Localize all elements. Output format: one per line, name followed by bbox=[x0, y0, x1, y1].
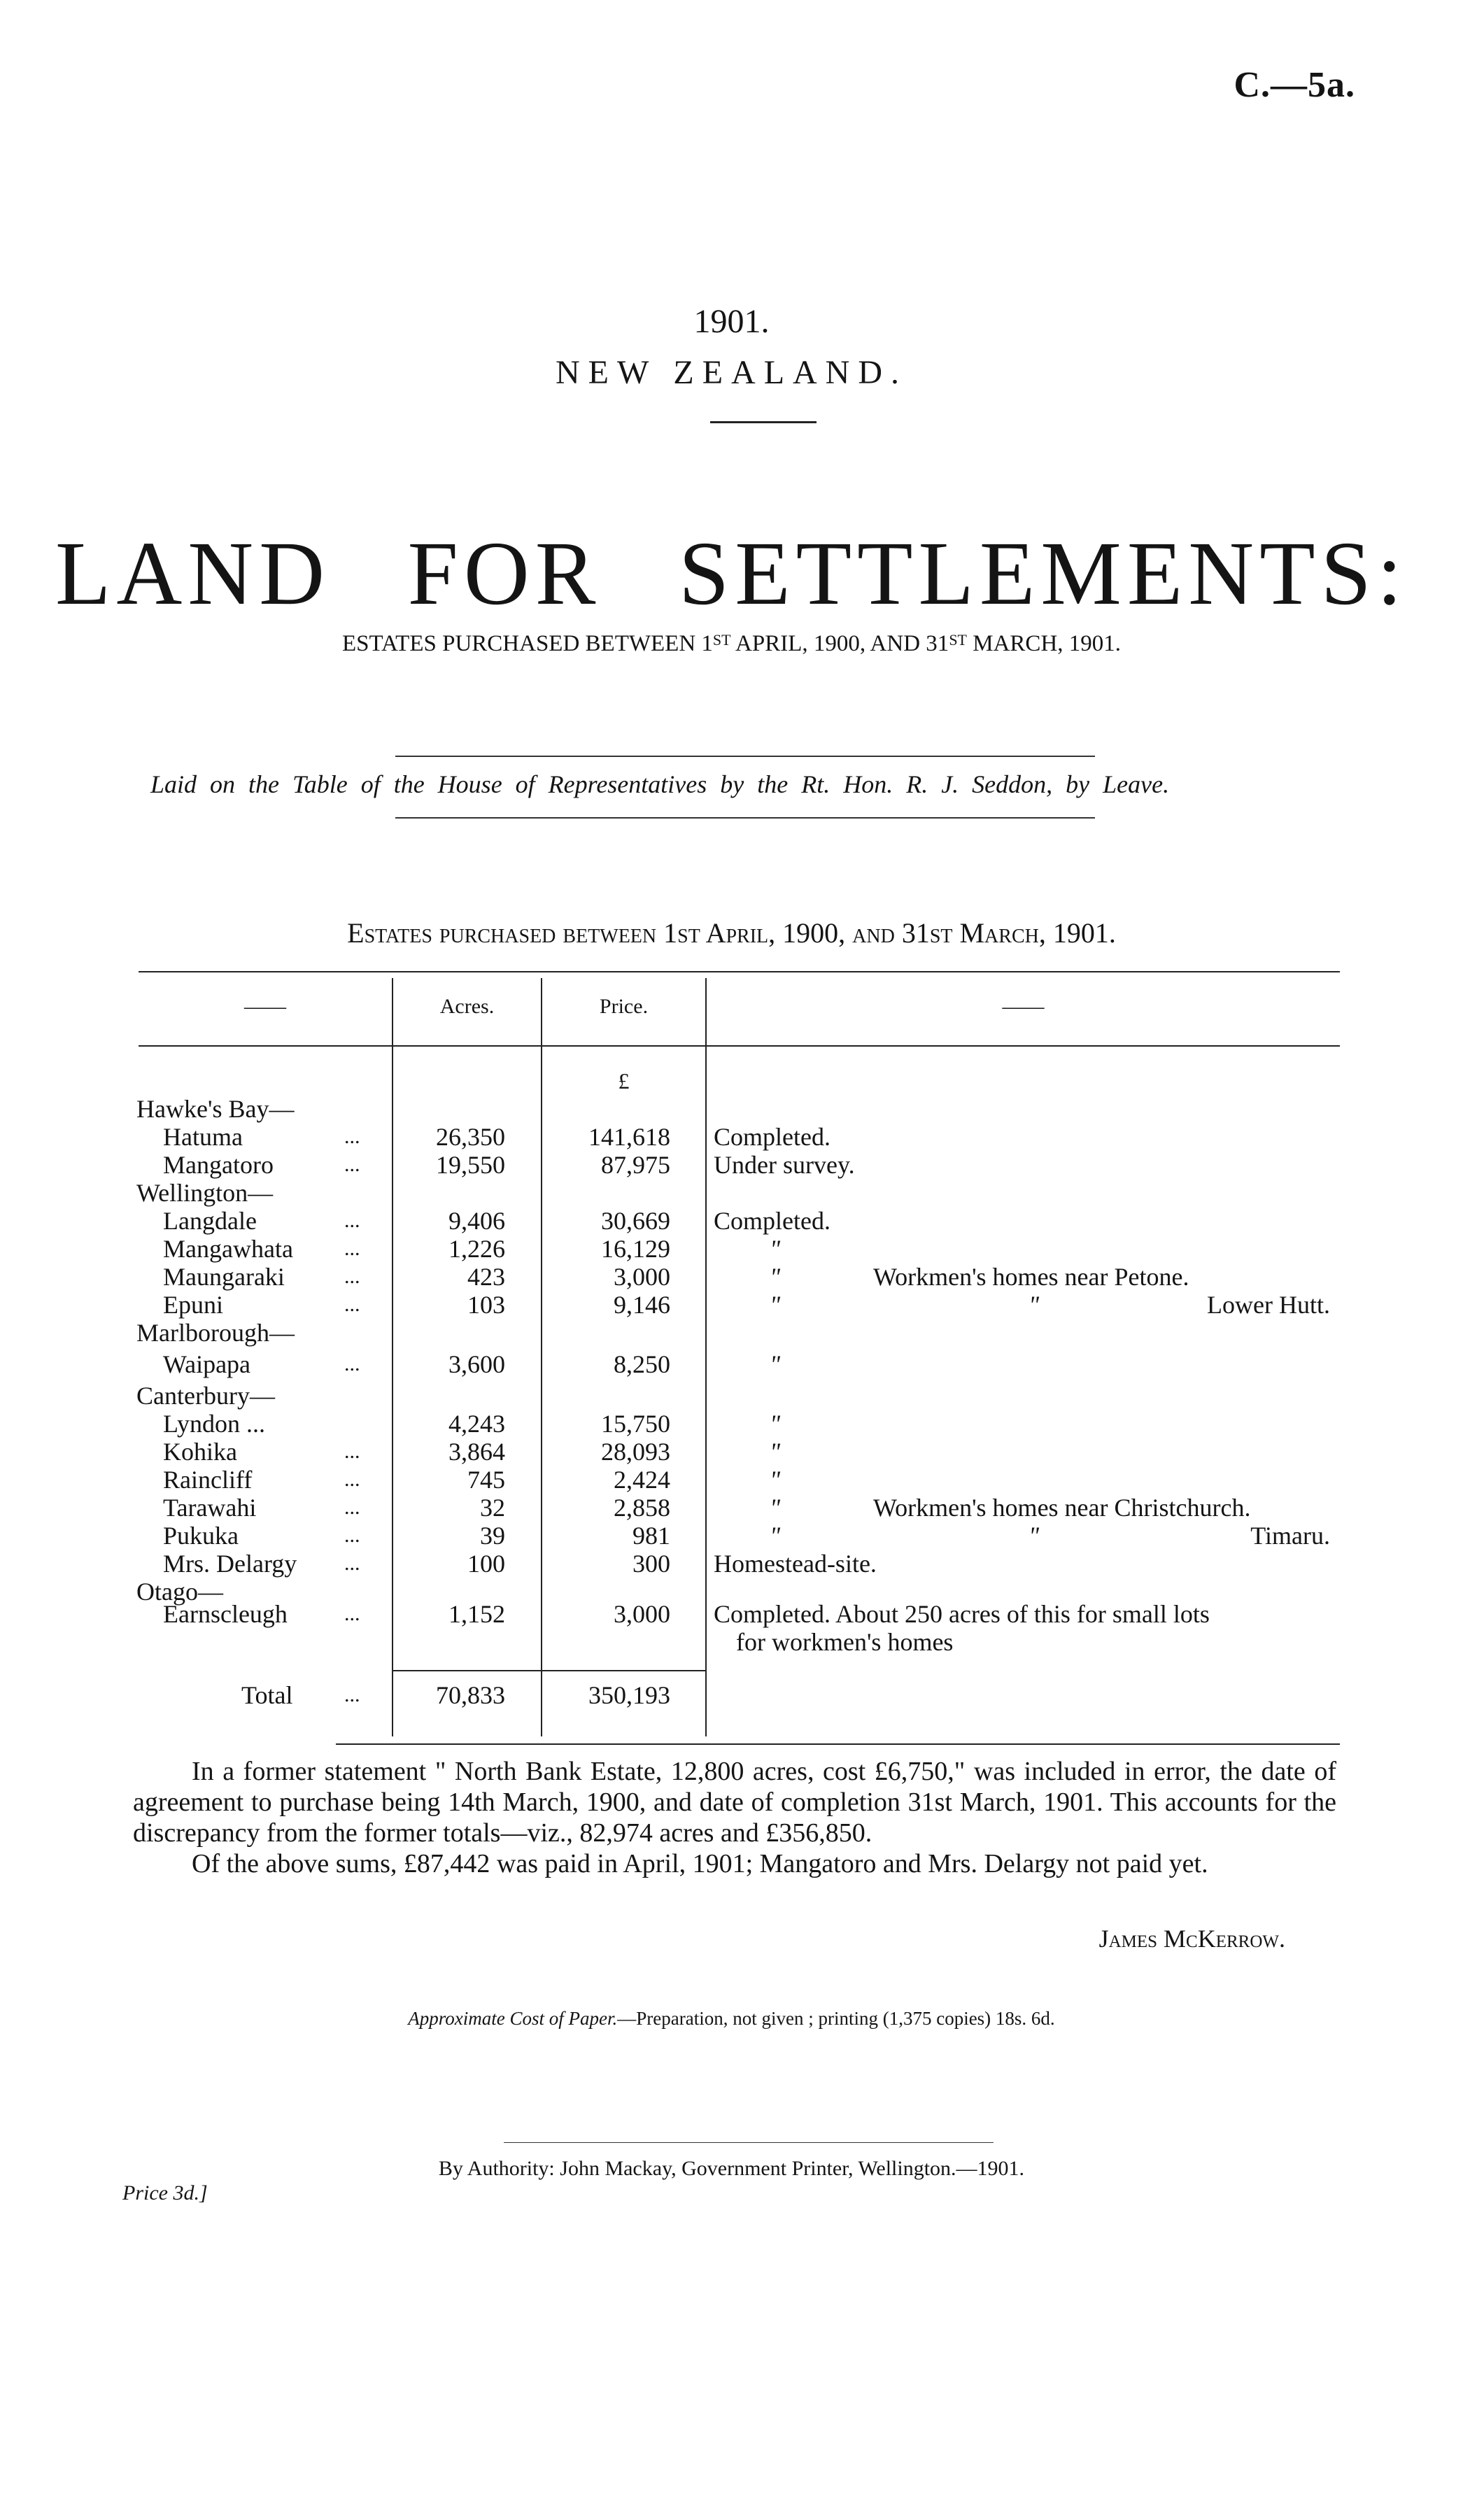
estate-name: Epuni bbox=[163, 1291, 223, 1319]
estate-name: Maungaraki bbox=[163, 1263, 285, 1291]
subtitle: ESTATES PURCHASED BETWEEN 1ST APRIL, 1900, AND 31ST MARCH, 1901. bbox=[341, 631, 1122, 656]
price-value: 981 bbox=[632, 1522, 670, 1550]
leader-dots: ... bbox=[344, 1153, 360, 1176]
total-price: 350,193 bbox=[588, 1681, 670, 1709]
ditto-mark: " bbox=[1029, 1522, 1040, 1550]
authority-rule bbox=[504, 2142, 994, 2143]
estate-name: Raincliff bbox=[163, 1466, 253, 1494]
acres-value: 4,243 bbox=[448, 1410, 505, 1438]
ditto-mark: " bbox=[1029, 1291, 1040, 1319]
remark: " bbox=[770, 1263, 781, 1291]
table-top-rule bbox=[139, 971, 1340, 972]
table-title: Estates purchased between 1st April, 1900, and 31st March, 1901. bbox=[347, 917, 1116, 949]
header-rule bbox=[710, 421, 817, 423]
price-value: 30,669 bbox=[601, 1207, 670, 1235]
estate-name: Earnscleugh bbox=[163, 1600, 288, 1628]
remark: Completed. bbox=[714, 1123, 831, 1151]
acres-value: 423 bbox=[467, 1263, 505, 1291]
total-acres: 70,833 bbox=[436, 1681, 505, 1709]
remark: " bbox=[770, 1494, 781, 1522]
acres-value: 39 bbox=[480, 1522, 505, 1550]
estate-name: Kohika bbox=[163, 1438, 237, 1466]
leader-dots: ... bbox=[344, 1265, 360, 1288]
document-country: NEW ZEALAND. bbox=[555, 354, 908, 391]
leader-dots: ... bbox=[344, 1237, 360, 1260]
table-header-rule bbox=[139, 1045, 1340, 1047]
estate-name: Hatuma bbox=[163, 1123, 243, 1151]
signature: James McKerrow. bbox=[1098, 1925, 1285, 1953]
document-serial: C.—5a. bbox=[1234, 65, 1355, 105]
price-value: 141,618 bbox=[588, 1123, 670, 1151]
leader-dots: ... bbox=[344, 1352, 360, 1375]
acres-value: 103 bbox=[467, 1291, 505, 1319]
district-name: Marlborough— bbox=[136, 1319, 295, 1347]
remark: " bbox=[770, 1291, 781, 1319]
acres-value: 26,350 bbox=[436, 1123, 505, 1151]
estate-name: Mrs. Delargy bbox=[163, 1550, 297, 1578]
district-name: Otago— bbox=[136, 1578, 223, 1606]
district-name: Wellington— bbox=[136, 1179, 274, 1207]
leader-dots: ... bbox=[344, 1209, 360, 1232]
remark: Completed. About 250 acres of this for small lots bbox=[714, 1600, 1210, 1628]
acres-value: 19,550 bbox=[436, 1151, 505, 1179]
laid-statement: Laid on the Table of the House of Representatives by the Rt. Hon. R. J. Seddon, by Leave. bbox=[150, 770, 1170, 798]
header-blank-right: —— bbox=[1002, 995, 1045, 1018]
table-bottom-rule bbox=[336, 1743, 1340, 1745]
note-place: Lower Hutt. bbox=[1207, 1291, 1330, 1319]
estate-name: Lyndon ... bbox=[163, 1410, 266, 1438]
leader-dots: ... bbox=[344, 1440, 360, 1463]
acres-value: 1,152 bbox=[448, 1600, 505, 1628]
document-year: 1901. bbox=[693, 303, 770, 340]
district-name: Hawke's Bay— bbox=[136, 1095, 295, 1123]
laid-rule-top bbox=[395, 756, 1095, 757]
acres-value: 3,864 bbox=[448, 1438, 505, 1466]
leader-dots: ... bbox=[344, 1552, 360, 1575]
remark: Completed. bbox=[714, 1207, 831, 1235]
remark: " bbox=[770, 1438, 781, 1466]
cost-note: Approximate Cost of Paper.—Preparation, not given ; printing (1,375 copies) 18s. 6d. bbox=[408, 2008, 1055, 2029]
price-value: 87,975 bbox=[601, 1151, 670, 1179]
price-value: 28,093 bbox=[601, 1438, 670, 1466]
leader-dots: ... bbox=[344, 1524, 360, 1547]
price-value: 3,000 bbox=[614, 1600, 670, 1628]
acres-value: 100 bbox=[467, 1550, 505, 1578]
price-note: Price 3d.] bbox=[122, 2181, 208, 2204]
remark: " bbox=[770, 1522, 781, 1550]
total-rule bbox=[393, 1670, 705, 1671]
note-place: Timaru. bbox=[1250, 1522, 1330, 1550]
remark-continued: for workmen's homes bbox=[736, 1628, 954, 1656]
main-title: LAND FOR SETTLEMENTS: bbox=[55, 523, 1408, 624]
leader-dots: ... bbox=[344, 1125, 360, 1148]
price-value: 15,750 bbox=[601, 1410, 670, 1438]
leader-dots: ... bbox=[344, 1293, 360, 1316]
remark: " bbox=[770, 1235, 781, 1263]
price-value: 9,146 bbox=[614, 1291, 670, 1319]
leader-dots: ... bbox=[344, 1468, 360, 1491]
estate-name: Mangawhata bbox=[163, 1235, 293, 1263]
price-value: 2,424 bbox=[614, 1466, 670, 1494]
header-price: Price. bbox=[599, 995, 649, 1018]
authority-line: By Authority: John Mackay, Government Printer, Wellington.—1901. bbox=[438, 2157, 1025, 2180]
price-value: 3,000 bbox=[614, 1263, 670, 1291]
header-blank-left: —— bbox=[244, 995, 286, 1018]
total-dots: ... bbox=[344, 1683, 360, 1706]
currency-symbol: £ bbox=[618, 1068, 630, 1093]
price-value: 8,250 bbox=[614, 1350, 670, 1378]
acres-value: 1,226 bbox=[448, 1235, 505, 1263]
acres-value: 3,600 bbox=[448, 1350, 505, 1378]
note: Workmen's homes near Christchurch. bbox=[873, 1494, 1251, 1522]
total-label: Total bbox=[241, 1681, 293, 1709]
estate-name: Mangatoro bbox=[163, 1151, 274, 1179]
acres-value: 745 bbox=[467, 1466, 505, 1494]
remark: " bbox=[770, 1350, 781, 1378]
remark: Homestead-site. bbox=[714, 1550, 877, 1578]
estate-name: Waipapa bbox=[163, 1350, 251, 1378]
estate-name: Langdale bbox=[163, 1207, 257, 1235]
price-value: 2,858 bbox=[614, 1494, 670, 1522]
remark: " bbox=[770, 1466, 781, 1494]
note-paragraph-2: Of the above sums, £87,442 was paid in April, 1901; Mangatoro and Mrs. Delargy not paid yet. bbox=[192, 1849, 1208, 1878]
price-value: 16,129 bbox=[601, 1235, 670, 1263]
note: Workmen's homes near Petone. bbox=[873, 1263, 1189, 1291]
column-divider-3 bbox=[705, 978, 707, 1736]
leader-dots: ... bbox=[344, 1496, 360, 1519]
remark: " bbox=[770, 1410, 781, 1438]
district-name: Canterbury— bbox=[136, 1382, 275, 1410]
header-acres: Acres. bbox=[439, 995, 495, 1018]
acres-value: 9,406 bbox=[448, 1207, 505, 1235]
leader-dots: ... bbox=[344, 1602, 360, 1625]
remark: Under survey. bbox=[714, 1151, 855, 1179]
estate-name: Pukuka bbox=[163, 1522, 239, 1550]
laid-rule-bottom bbox=[395, 817, 1095, 819]
acres-value: 32 bbox=[480, 1494, 505, 1522]
estate-name: Tarawahi bbox=[163, 1494, 257, 1522]
price-value: 300 bbox=[632, 1550, 670, 1578]
note-paragraph-1: In a former statement " North Bank Estate, 12,800 acres, cost £6,750," was included in error, the date of agreement to purchase being 14th March, 1900, and date of completion 31st March, 1901. This accounts for the discrepancy from the former totals—viz., 82,974 acres and £356,850. bbox=[133, 1757, 1336, 1848]
